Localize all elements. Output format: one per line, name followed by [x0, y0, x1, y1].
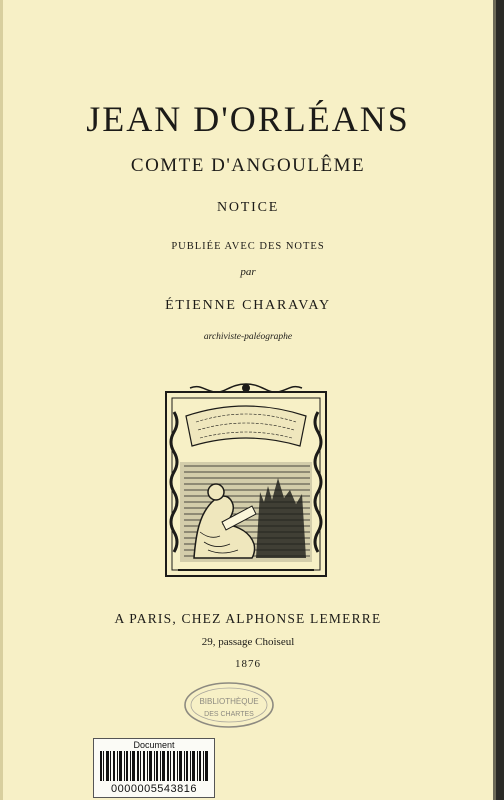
publisher-address: 29, passage Choiseul	[201, 636, 295, 648]
printer-device-vignette	[160, 382, 332, 582]
page-right-edge	[496, 0, 504, 800]
barcode-number: 0000005543816	[110, 783, 198, 795]
publication-year: 1876	[235, 658, 261, 670]
author-role: archiviste-paléographe	[203, 332, 293, 342]
barcode-label	[93, 738, 215, 798]
book-title: JEAN D'ORLÉANS	[86, 99, 410, 139]
barcode-icon	[100, 751, 208, 781]
by-line: par	[240, 266, 256, 278]
book-subtitle: COMTE D'ANGOULÊME	[130, 155, 366, 176]
svg-text:BIBLIOTHÈQUE: BIBLIOTHÈQUE	[199, 697, 259, 706]
notice-heading: NOTICE	[216, 200, 280, 215]
publisher-line: A PARIS, CHEZ ALPHONSE LEMERRE	[114, 611, 382, 626]
library-stamp	[182, 680, 276, 730]
author-name: ÉTIENNE CHARAVAY	[165, 298, 331, 313]
published-line: PUBLIÉE AVEC DES NOTES	[171, 241, 325, 252]
barcode-caption: Document	[133, 740, 175, 750]
svg-text:DES CHARTES: DES CHARTES	[204, 711, 254, 718]
